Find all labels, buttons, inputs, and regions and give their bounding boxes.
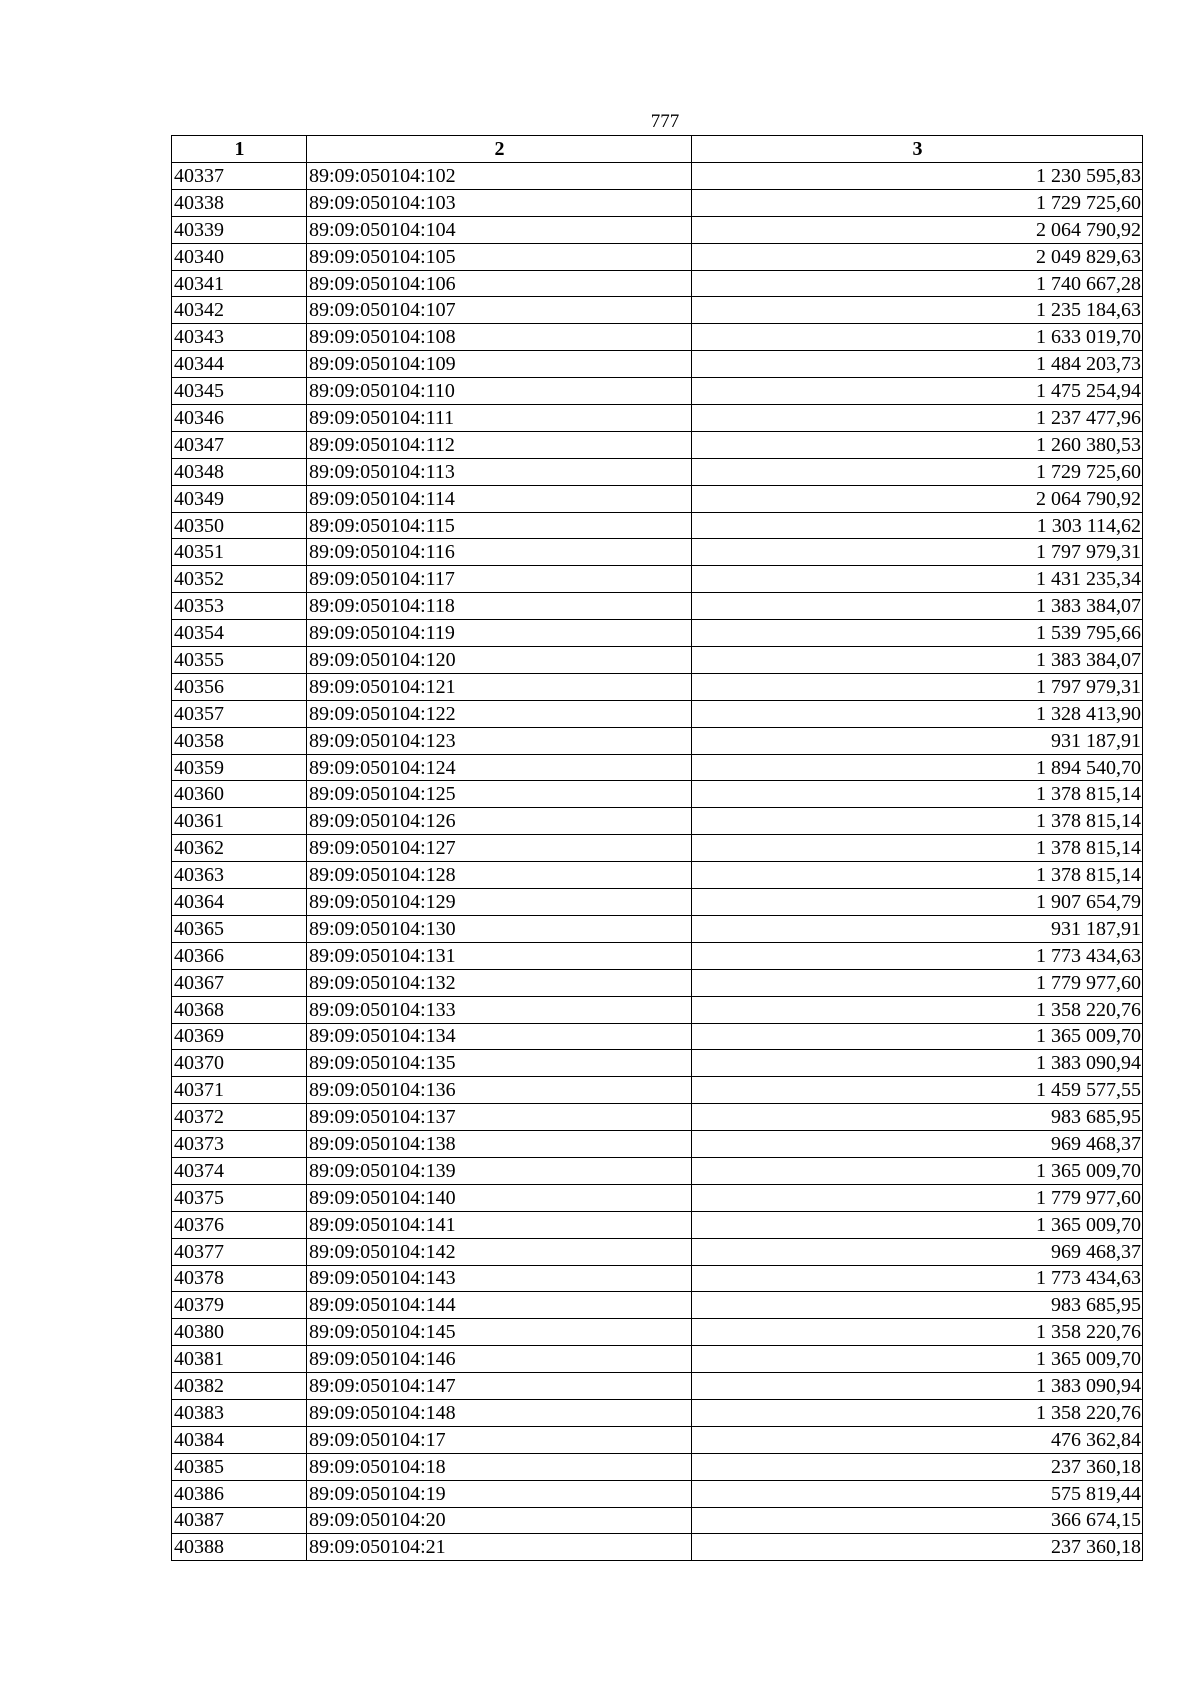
cadastral-number-cell: 89:09:050104:112 <box>307 431 692 458</box>
row-number-cell: 40369 <box>172 1023 307 1050</box>
row-number-cell: 40341 <box>172 270 307 297</box>
table-row <box>172 1211 1143 1238</box>
cadastral-number-cell: 89:09:050104:136 <box>307 1077 692 1104</box>
page-number: 777 <box>650 111 680 132</box>
value-cell: 931 187,91 <box>692 727 1143 754</box>
table-row <box>172 297 1143 324</box>
row-number-cell: 40382 <box>172 1373 307 1400</box>
table-row <box>172 1399 1143 1426</box>
row-number-cell: 40386 <box>172 1480 307 1507</box>
table-row <box>172 808 1143 835</box>
cadastral-number-cell: 89:09:050104:121 <box>307 673 692 700</box>
row-number-cell: 40366 <box>172 942 307 969</box>
value-cell: 1 459 577,55 <box>692 1077 1143 1104</box>
table-row <box>172 1077 1143 1104</box>
row-number-cell: 40356 <box>172 673 307 700</box>
value-cell: 2 049 829,63 <box>692 243 1143 270</box>
value-cell: 1 378 815,14 <box>692 808 1143 835</box>
value-cell: 1 365 009,70 <box>692 1211 1143 1238</box>
cadastral-number-cell: 89:09:050104:19 <box>307 1480 692 1507</box>
table-row <box>172 862 1143 889</box>
cadastral-number-cell: 89:09:050104:145 <box>307 1319 692 1346</box>
row-number-cell: 40384 <box>172 1426 307 1453</box>
cadastral-number-cell: 89:09:050104:119 <box>307 620 692 647</box>
table-row <box>172 163 1143 190</box>
row-number-cell: 40352 <box>172 566 307 593</box>
cadastral-number-cell: 89:09:050104:129 <box>307 889 692 916</box>
row-number-cell: 40374 <box>172 1157 307 1184</box>
row-number-cell: 40365 <box>172 915 307 942</box>
cadastral-number-cell: 89:09:050104:118 <box>307 593 692 620</box>
row-number-cell: 40372 <box>172 1104 307 1131</box>
value-cell: 1 383 384,07 <box>692 647 1143 674</box>
cadastral-number-cell: 89:09:050104:20 <box>307 1507 692 1534</box>
value-cell: 1 539 795,66 <box>692 620 1143 647</box>
table-row <box>172 539 1143 566</box>
row-number-cell: 40339 <box>172 216 307 243</box>
cadastral-number-cell: 89:09:050104:109 <box>307 351 692 378</box>
cadastral-number-cell: 89:09:050104:110 <box>307 378 692 405</box>
row-number-cell: 40357 <box>172 700 307 727</box>
row-number-cell: 40351 <box>172 539 307 566</box>
row-number-cell: 40376 <box>172 1211 307 1238</box>
table-row <box>172 1265 1143 1292</box>
cadastral-number-cell: 89:09:050104:18 <box>307 1453 692 1480</box>
value-cell: 1 365 009,70 <box>692 1157 1143 1184</box>
row-number-cell: 40379 <box>172 1292 307 1319</box>
value-cell: 1 365 009,70 <box>692 1023 1143 1050</box>
row-number-cell: 40377 <box>172 1238 307 1265</box>
value-cell: 1 797 979,31 <box>692 539 1143 566</box>
value-cell: 1 358 220,76 <box>692 996 1143 1023</box>
cadastral-number-cell: 89:09:050104:111 <box>307 405 692 432</box>
row-number-cell: 40355 <box>172 647 307 674</box>
value-cell: 1 328 413,90 <box>692 700 1143 727</box>
registry-table <box>171 135 1143 1561</box>
value-cell: 1 894 540,70 <box>692 754 1143 781</box>
table-row <box>172 1292 1143 1319</box>
value-cell: 1 907 654,79 <box>692 889 1143 916</box>
cadastral-number-cell: 89:09:050104:108 <box>307 324 692 351</box>
table-row <box>172 1426 1143 1453</box>
cadastral-number-cell: 89:09:050104:137 <box>307 1104 692 1131</box>
row-number-cell: 40370 <box>172 1050 307 1077</box>
cadastral-number-cell: 89:09:050104:21 <box>307 1534 692 1561</box>
cadastral-number-cell: 89:09:050104:115 <box>307 512 692 539</box>
table-body <box>172 163 1143 1561</box>
row-number-cell: 40337 <box>172 163 307 190</box>
table-row <box>172 620 1143 647</box>
row-number-cell: 40375 <box>172 1184 307 1211</box>
row-number-cell: 40373 <box>172 1131 307 1158</box>
table-row <box>172 485 1143 512</box>
cadastral-number-cell: 89:09:050104:124 <box>307 754 692 781</box>
value-cell: 366 674,15 <box>692 1507 1143 1534</box>
table-row <box>172 1319 1143 1346</box>
value-cell: 1 378 815,14 <box>692 781 1143 808</box>
table-row <box>172 458 1143 485</box>
table-row <box>172 216 1143 243</box>
value-cell: 1 475 254,94 <box>692 378 1143 405</box>
cadastral-number-cell: 89:09:050104:147 <box>307 1373 692 1400</box>
row-number-cell: 40368 <box>172 996 307 1023</box>
cadastral-number-cell: 89:09:050104:134 <box>307 1023 692 1050</box>
table-row <box>172 566 1143 593</box>
value-cell: 1 773 434,63 <box>692 1265 1143 1292</box>
row-number-cell: 40360 <box>172 781 307 808</box>
value-cell: 476 362,84 <box>692 1426 1143 1453</box>
value-cell: 2 064 790,92 <box>692 485 1143 512</box>
row-number-cell: 40362 <box>172 835 307 862</box>
table-row <box>172 835 1143 862</box>
table-row <box>172 243 1143 270</box>
cadastral-number-cell: 89:09:050104:130 <box>307 915 692 942</box>
table-row <box>172 754 1143 781</box>
table-row <box>172 727 1143 754</box>
cadastral-number-cell: 89:09:050104:105 <box>307 243 692 270</box>
row-number-cell: 40353 <box>172 593 307 620</box>
table-row <box>172 1507 1143 1534</box>
row-number-cell: 40387 <box>172 1507 307 1534</box>
cadastral-number-cell: 89:09:050104:106 <box>307 270 692 297</box>
row-number-cell: 40354 <box>172 620 307 647</box>
row-number-cell: 40380 <box>172 1319 307 1346</box>
table-row <box>172 673 1143 700</box>
value-cell: 1 797 979,31 <box>692 673 1143 700</box>
table-row <box>172 378 1143 405</box>
row-number-cell: 40364 <box>172 889 307 916</box>
cadastral-number-cell: 89:09:050104:144 <box>307 1292 692 1319</box>
table-row <box>172 1023 1143 1050</box>
value-cell: 1 378 815,14 <box>692 862 1143 889</box>
cadastral-number-cell: 89:09:050104:125 <box>307 781 692 808</box>
value-cell: 1 633 019,70 <box>692 324 1143 351</box>
row-number-cell: 40344 <box>172 351 307 378</box>
value-cell: 575 819,44 <box>692 1480 1143 1507</box>
column-header-1: 1 <box>172 136 307 163</box>
row-number-cell: 40385 <box>172 1453 307 1480</box>
table-row <box>172 915 1143 942</box>
cadastral-number-cell: 89:09:050104:128 <box>307 862 692 889</box>
value-cell: 983 685,95 <box>692 1292 1143 1319</box>
table-row <box>172 1050 1143 1077</box>
row-number-cell: 40381 <box>172 1346 307 1373</box>
table-row <box>172 1534 1143 1561</box>
table-row <box>172 351 1143 378</box>
row-number-cell: 40378 <box>172 1265 307 1292</box>
row-number-cell: 40343 <box>172 324 307 351</box>
row-number-cell: 40348 <box>172 458 307 485</box>
value-cell: 1 260 380,53 <box>692 431 1143 458</box>
row-number-cell: 40342 <box>172 297 307 324</box>
table-header <box>172 136 1143 163</box>
cadastral-number-cell: 89:09:050104:139 <box>307 1157 692 1184</box>
cadastral-number-cell: 89:09:050104:127 <box>307 835 692 862</box>
cadastral-number-cell: 89:09:050104:140 <box>307 1184 692 1211</box>
table-row <box>172 1157 1143 1184</box>
cadastral-number-cell: 89:09:050104:138 <box>307 1131 692 1158</box>
value-cell: 1 237 477,96 <box>692 405 1143 432</box>
cadastral-number-cell: 89:09:050104:143 <box>307 1265 692 1292</box>
value-cell: 969 468,37 <box>692 1238 1143 1265</box>
value-cell: 1 378 815,14 <box>692 835 1143 862</box>
table-row <box>172 1373 1143 1400</box>
cadastral-number-cell: 89:09:050104:104 <box>307 216 692 243</box>
value-cell: 1 779 977,60 <box>692 1184 1143 1211</box>
value-cell: 1 358 220,76 <box>692 1399 1143 1426</box>
cadastral-number-cell: 89:09:050104:148 <box>307 1399 692 1426</box>
table-row <box>172 969 1143 996</box>
value-cell: 1 484 203,73 <box>692 351 1143 378</box>
table-row <box>172 700 1143 727</box>
row-number-cell: 40359 <box>172 754 307 781</box>
cadastral-number-cell: 89:09:050104:117 <box>307 566 692 593</box>
row-number-cell: 40361 <box>172 808 307 835</box>
header-row <box>172 136 1143 163</box>
table-row <box>172 189 1143 216</box>
table-row <box>172 647 1143 674</box>
table-row <box>172 1131 1143 1158</box>
table-row <box>172 593 1143 620</box>
row-number-cell: 40345 <box>172 378 307 405</box>
row-number-cell: 40388 <box>172 1534 307 1561</box>
value-cell: 1 358 220,76 <box>692 1319 1143 1346</box>
row-number-cell: 40346 <box>172 405 307 432</box>
cadastral-number-cell: 89:09:050104:131 <box>307 942 692 969</box>
row-number-cell: 40349 <box>172 485 307 512</box>
table-row <box>172 1453 1143 1480</box>
cadastral-number-cell: 89:09:050104:135 <box>307 1050 692 1077</box>
value-cell: 969 468,37 <box>692 1131 1143 1158</box>
column-header-2: 2 <box>307 136 692 163</box>
value-cell: 1 383 090,94 <box>692 1050 1143 1077</box>
cadastral-number-cell: 89:09:050104:102 <box>307 163 692 190</box>
value-cell: 1 383 384,07 <box>692 593 1143 620</box>
cadastral-number-cell: 89:09:050104:122 <box>307 700 692 727</box>
table-row <box>172 1238 1143 1265</box>
table-row <box>172 781 1143 808</box>
column-header-3: 3 <box>692 136 1143 163</box>
cadastral-number-cell: 89:09:050104:141 <box>307 1211 692 1238</box>
cadastral-number-cell: 89:09:050104:17 <box>307 1426 692 1453</box>
cadastral-number-cell: 89:09:050104:133 <box>307 996 692 1023</box>
value-cell: 1 729 725,60 <box>692 189 1143 216</box>
cadastral-number-cell: 89:09:050104:103 <box>307 189 692 216</box>
row-number-cell: 40338 <box>172 189 307 216</box>
table-row <box>172 1480 1143 1507</box>
cadastral-number-cell: 89:09:050104:120 <box>307 647 692 674</box>
table-row <box>172 942 1143 969</box>
table-row <box>172 270 1143 297</box>
cadastral-number-cell: 89:09:050104:114 <box>307 485 692 512</box>
value-cell: 931 187,91 <box>692 915 1143 942</box>
value-cell: 2 064 790,92 <box>692 216 1143 243</box>
value-cell: 1 365 009,70 <box>692 1346 1143 1373</box>
table-row <box>172 324 1143 351</box>
cadastral-number-cell: 89:09:050104:123 <box>307 727 692 754</box>
value-cell: 1 431 235,34 <box>692 566 1143 593</box>
table-row <box>172 996 1143 1023</box>
cadastral-number-cell: 89:09:050104:116 <box>307 539 692 566</box>
value-cell: 1 303 114,62 <box>692 512 1143 539</box>
row-number-cell: 40367 <box>172 969 307 996</box>
row-number-cell: 40350 <box>172 512 307 539</box>
row-number-cell: 40363 <box>172 862 307 889</box>
row-number-cell: 40358 <box>172 727 307 754</box>
row-number-cell: 40383 <box>172 1399 307 1426</box>
cadastral-number-cell: 89:09:050104:126 <box>307 808 692 835</box>
value-cell: 1 729 725,60 <box>692 458 1143 485</box>
table-row <box>172 431 1143 458</box>
table-row <box>172 405 1143 432</box>
value-cell: 983 685,95 <box>692 1104 1143 1131</box>
value-cell: 1 235 184,63 <box>692 297 1143 324</box>
row-number-cell: 40347 <box>172 431 307 458</box>
cadastral-number-cell: 89:09:050104:113 <box>307 458 692 485</box>
cadastral-number-cell: 89:09:050104:146 <box>307 1346 692 1373</box>
table-row <box>172 1346 1143 1373</box>
value-cell: 1 230 595,83 <box>692 163 1143 190</box>
value-cell: 237 360,18 <box>692 1453 1143 1480</box>
value-cell: 1 779 977,60 <box>692 969 1143 996</box>
value-cell: 1 773 434,63 <box>692 942 1143 969</box>
table-row <box>172 1184 1143 1211</box>
cadastral-number-cell: 89:09:050104:132 <box>307 969 692 996</box>
table-row <box>172 1104 1143 1131</box>
cadastral-number-cell: 89:09:050104:142 <box>307 1238 692 1265</box>
cadastral-number-cell: 89:09:050104:107 <box>307 297 692 324</box>
table-row <box>172 512 1143 539</box>
row-number-cell: 40371 <box>172 1077 307 1104</box>
value-cell: 1 383 090,94 <box>692 1373 1143 1400</box>
value-cell: 237 360,18 <box>692 1534 1143 1561</box>
value-cell: 1 740 667,28 <box>692 270 1143 297</box>
table-row <box>172 889 1143 916</box>
row-number-cell: 40340 <box>172 243 307 270</box>
